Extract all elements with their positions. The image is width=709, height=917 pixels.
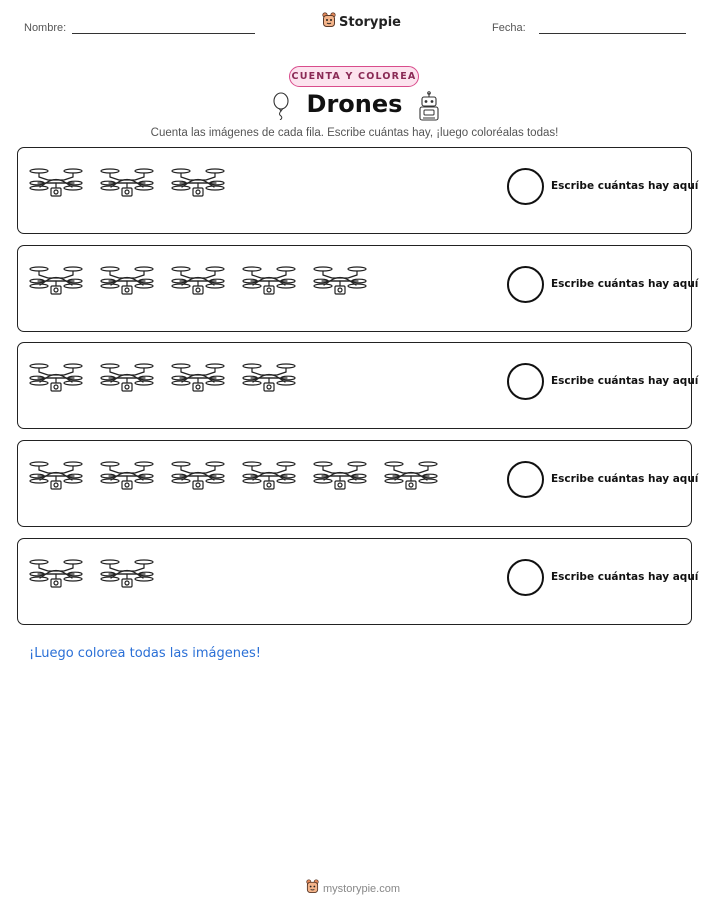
count-row — [17, 440, 699, 527]
instructions: Cuenta las imágenes de cada fila. Escribe cuántas hay, ¡luego coloréalas todas! — [150, 127, 559, 139]
row-label: Escribe cuántas hay aquí — [551, 473, 699, 485]
count-row — [17, 538, 699, 625]
answer-circle[interactable] — [507, 363, 544, 400]
storypie-logo-icon — [306, 879, 319, 898]
activity-badge: CUENTA Y COLOREA — [289, 66, 419, 87]
drone-icon[interactable] — [241, 459, 312, 503]
answer-circle[interactable] — [507, 168, 544, 205]
drone-group — [28, 459, 454, 503]
logo-text: Storypie — [339, 14, 401, 30]
date-line[interactable] — [539, 33, 686, 34]
count-row — [17, 245, 699, 332]
drone-group — [28, 166, 241, 210]
row-label: Escribe cuántas hay aquí — [551, 375, 699, 387]
answer-circle[interactable] — [507, 461, 544, 498]
drone-icon[interactable] — [312, 264, 383, 308]
drone-icon[interactable] — [241, 264, 312, 308]
drone-icon[interactable] — [28, 361, 99, 405]
closing-note: ¡Luego colorea todas las imágenes! — [29, 646, 261, 661]
drone-icon[interactable] — [28, 557, 99, 601]
page-title: Drones — [306, 90, 403, 118]
drone-icon[interactable] — [99, 557, 170, 601]
drone-icon[interactable] — [28, 166, 99, 210]
drone-icon[interactable] — [99, 459, 170, 503]
date-label: Fecha: — [492, 22, 526, 34]
storypie-logo — [322, 12, 401, 32]
drone-icon[interactable] — [28, 459, 99, 503]
storypie-logo-icon — [322, 12, 336, 32]
count-row — [17, 342, 699, 429]
drone-group — [28, 264, 383, 308]
drone-icon[interactable] — [99, 166, 170, 210]
answer-circle[interactable] — [507, 559, 544, 596]
drone-icon[interactable] — [312, 459, 383, 503]
drone-icon[interactable] — [99, 361, 170, 405]
count-row — [17, 147, 699, 234]
answer-circle[interactable] — [507, 266, 544, 303]
row-label: Escribe cuántas hay aquí — [551, 571, 699, 583]
drone-group — [28, 361, 312, 405]
drone-icon[interactable] — [170, 166, 241, 210]
footer — [306, 879, 400, 898]
row-label: Escribe cuántas hay aquí — [551, 278, 699, 290]
name-line[interactable] — [72, 33, 255, 34]
row-label: Escribe cuántas hay aquí — [551, 180, 699, 192]
drone-icon[interactable] — [28, 264, 99, 308]
drone-icon[interactable] — [99, 264, 170, 308]
drone-icon[interactable] — [241, 361, 312, 405]
drone-icon[interactable] — [170, 459, 241, 503]
drone-icon[interactable] — [383, 459, 454, 503]
robot-icon — [417, 91, 441, 127]
footer-site: mystorypie.com — [323, 882, 401, 895]
name-label: Nombre: — [24, 22, 67, 34]
drone-icon[interactable] — [170, 264, 241, 308]
drone-group — [28, 557, 170, 601]
drone-icon[interactable] — [170, 361, 241, 405]
